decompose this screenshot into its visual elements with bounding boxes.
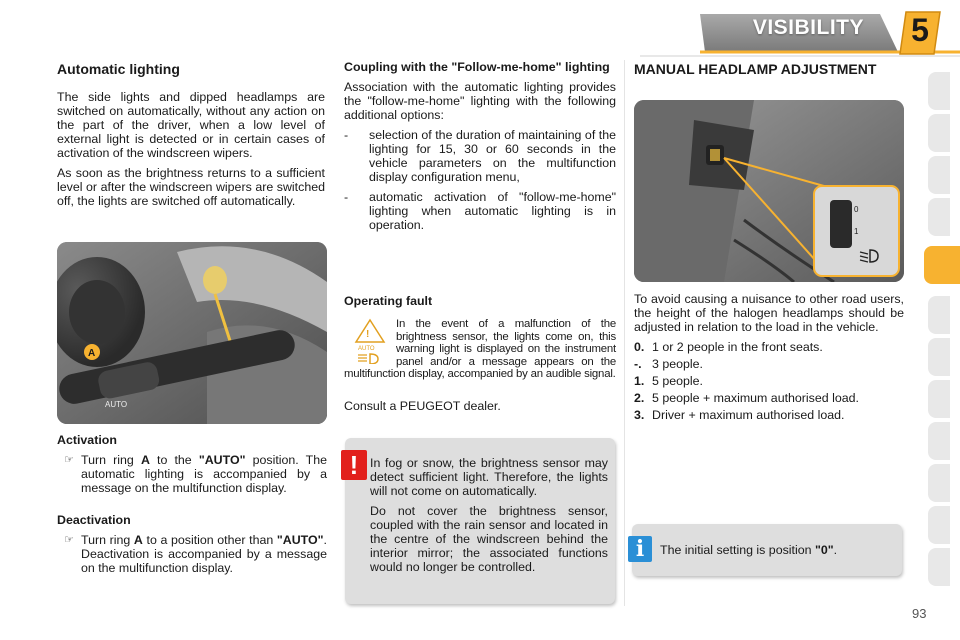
lighting-stalk-photo [57, 242, 327, 424]
stalk-auto-marking: AUTO [105, 400, 128, 409]
chapter-tab[interactable] [928, 338, 950, 376]
list-item: - selection of the duration of maintaining of the lighting for 15, 30 or 60 seconds in the vehicle parameters on the multifunction display configuration menu, [344, 128, 616, 184]
info-text: The initial setting is position "0". [660, 543, 838, 557]
warning-text [370, 456, 608, 574]
follow-me-home-section [344, 60, 616, 232]
ring-a-label: A [88, 348, 96, 359]
chapter-tab[interactable] [928, 506, 950, 544]
paragraph: To avoid causing a nuisance to other road users, the height of the halogen headlamps should be adjusted in relation to the load in the vehicle. [634, 292, 904, 334]
list-item: - automatic activation of "follow-me-home" lighting when automatic lighting is in operation. [344, 190, 616, 232]
chapter-tab[interactable] [928, 548, 950, 586]
chapter-tab[interactable] [928, 156, 950, 194]
list-item: 1. 5 people. [634, 374, 703, 388]
activation-step [57, 453, 327, 495]
section-title: Coupling with the "Follow-me-home" lighting [344, 60, 610, 74]
chapter-tab[interactable] [928, 464, 950, 502]
operating-fault-title: Operating fault [344, 294, 433, 308]
chapter-title: VISIBILITY [752, 16, 864, 39]
hand-pointer-icon: ☞ [64, 534, 74, 546]
dial-label: 0 [854, 205, 859, 214]
page-number: 93 [912, 606, 927, 621]
activation-text: Turn ring A to the "AUTO" position. The automatic lighting is accompanied by a message on the multifunction display. [81, 453, 327, 495]
activation-section [57, 433, 327, 575]
section-title: MANUAL HEADLAMP ADJUSTMENT [634, 61, 877, 77]
list-item: -. 3 people. [634, 357, 703, 371]
automatic-lighting-section [57, 60, 325, 208]
paragraph: In fog or snow, the brightness sensor may detect sufficient light. Therefore, the lights will not come on automatically. [370, 456, 608, 498]
deactivation-step [57, 533, 327, 575]
chapter-tab[interactable] [928, 422, 950, 460]
paragraph: Do not cover the brightness sensor, coupled with the rain sensor and located in the centre of the windscreen behind the interior mirror; the associated functions would no longer be controlled. [370, 504, 608, 574]
deactivation-title: Deactivation [57, 513, 131, 527]
chapter-tab[interactable] [928, 380, 950, 418]
chapter-tab[interactable] [928, 72, 950, 110]
chapter-tab[interactable] [928, 198, 950, 236]
list-item: 0. 1 or 2 people in the front seats. [634, 340, 823, 354]
deactivation-text: Turn ring A to a position other than "AUTO". Deactivation is accompanied by a message on the multifunction display. [81, 533, 327, 575]
paragraph: As soon as the brightness returns to a sufficient level or after the windscreen wipers are switched off, the lights are switched off automatically. [57, 166, 325, 208]
hand-pointer-icon: ☞ [64, 454, 74, 466]
paragraph: Association with the automatic lighting provides the "follow-me-home" lighting with the following additional options: [344, 80, 616, 122]
chapter-tab[interactable] [928, 296, 950, 334]
section-title: Automatic lighting [57, 61, 180, 77]
list-item: 2. 5 people + maximum authorised load. [634, 391, 859, 405]
auto-lighting-warning-icon [352, 318, 388, 364]
headlamp-dial-photo [634, 100, 904, 282]
consult-dealer: Consult a PEUGEOT dealer. [344, 399, 501, 413]
column-divider [624, 60, 625, 606]
svg-text:AUTO: AUTO [358, 346, 375, 352]
list-item: 3. Driver + maximum authorised load. [634, 408, 845, 422]
chapter-tab[interactable] [928, 114, 950, 152]
chapter-number: 5 [911, 12, 929, 48]
chapter-tab-active[interactable] [924, 246, 960, 284]
headlamp-adjustment-section [634, 60, 904, 77]
activation-title: Activation [57, 433, 117, 447]
svg-text:!: ! [366, 329, 370, 340]
operating-fault-text: In the event of a malfunction of the brightness sensor, the lights come on, this warning light is displayed on the instrument panel and/or a message appears on the multifunction display, accompanied by an audible signal. [344, 318, 616, 381]
paragraph: The side lights and dipped headlamps are switched on automatically, without any action on the part of the driver, when a low level of external light is detected or in certain cases of activation of the windscreen wipers. [57, 90, 325, 160]
info-icon: i [628, 536, 652, 562]
adjustment-levels [634, 292, 904, 422]
dial-label: 1 [854, 227, 859, 236]
warning-icon: ! [341, 450, 367, 480]
